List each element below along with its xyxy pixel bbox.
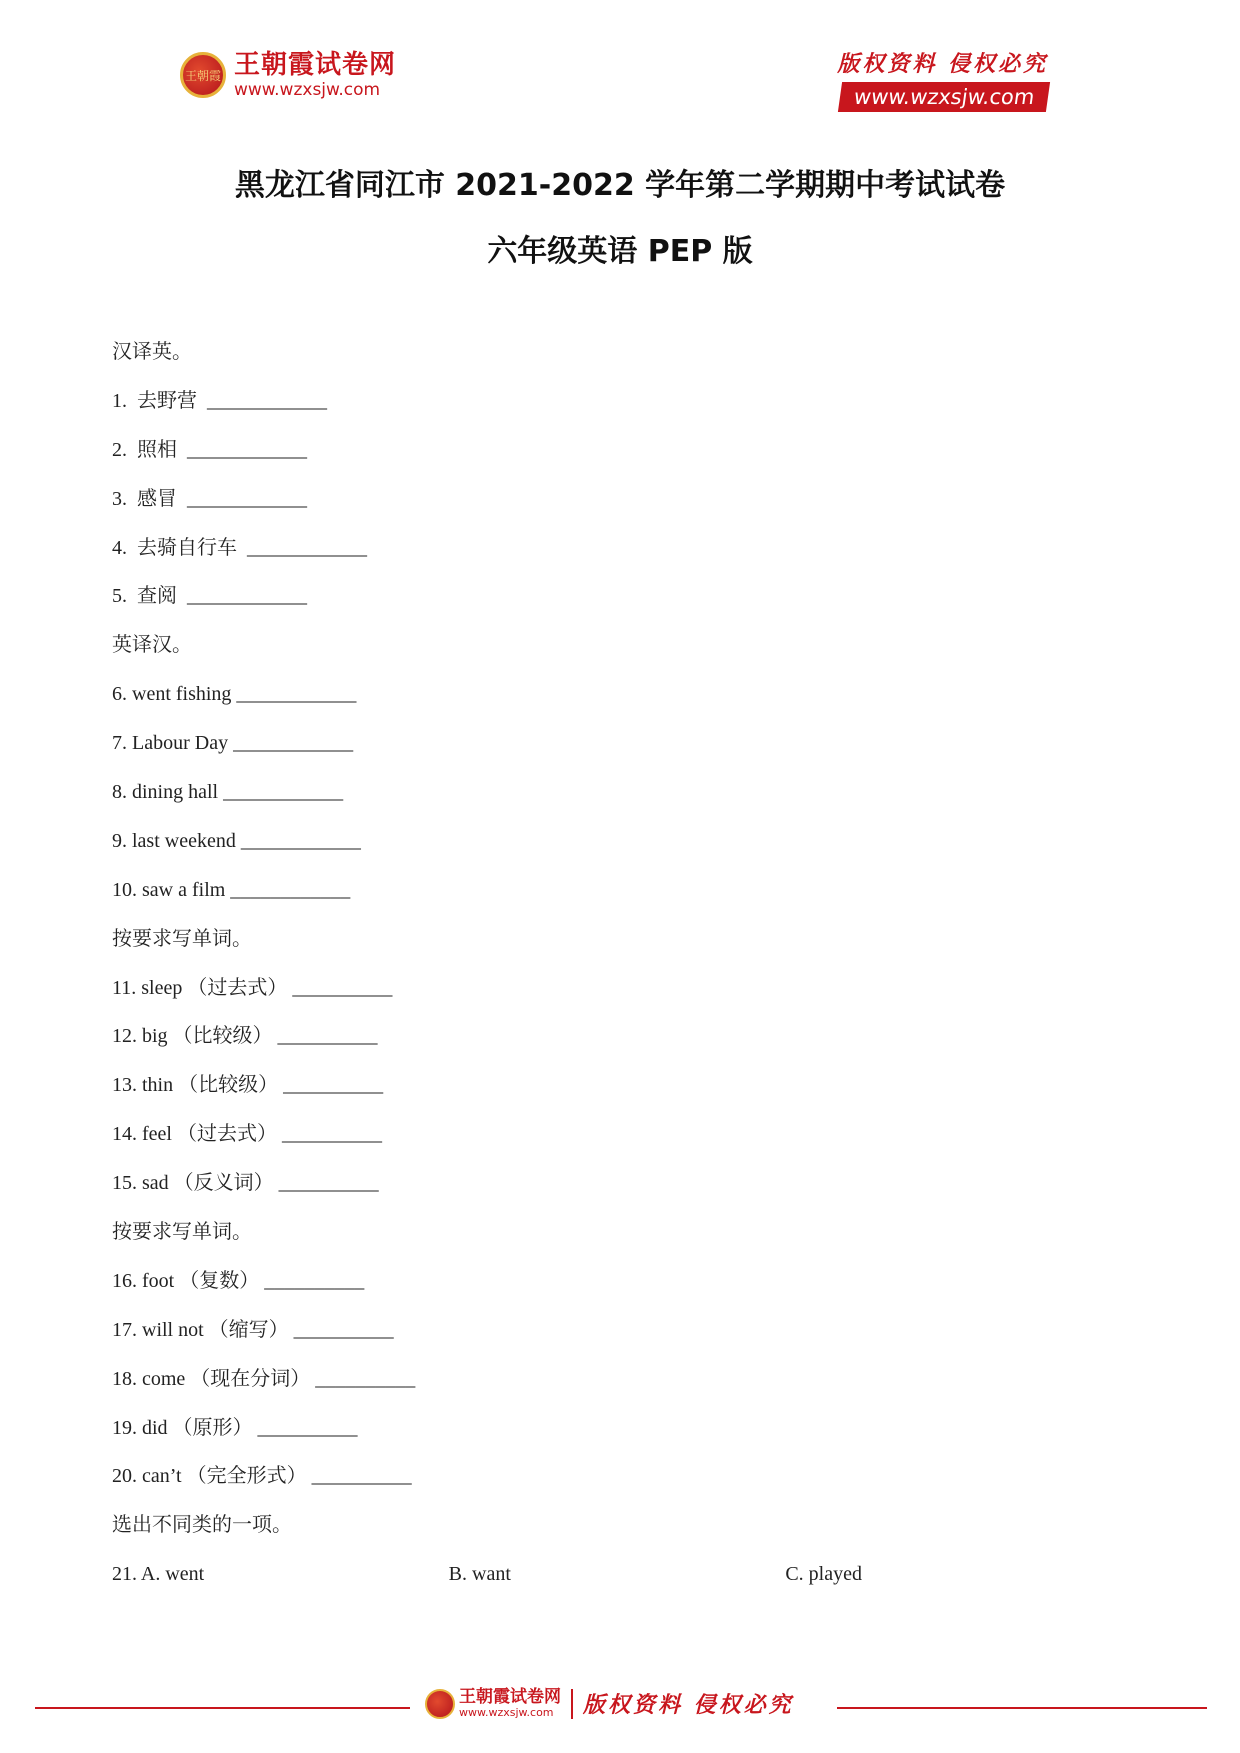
footer-logo-name: 王朝霞试卷网 bbox=[459, 1687, 561, 1707]
footer-logo-url[interactable]: www.wzxsjw.com bbox=[459, 1706, 554, 1719]
question-item: 11. sleep （过去式） __________ bbox=[112, 976, 393, 999]
question-item: 9. last weekend ____________ bbox=[112, 829, 361, 852]
footer-brand bbox=[425, 1688, 794, 1719]
footer-logo-text bbox=[459, 1688, 561, 1719]
question-item: 19. did （原形） __________ bbox=[112, 1416, 358, 1439]
footer-divider-left bbox=[35, 1707, 410, 1709]
section-heading: 英译汉。 bbox=[112, 634, 192, 657]
question-21-options bbox=[112, 1558, 1122, 1606]
footer-seal-icon bbox=[425, 1689, 455, 1719]
logo-url[interactable]: www.wzxsjw.com bbox=[234, 80, 381, 100]
copyright-stamp bbox=[837, 50, 1048, 112]
option-a: 21. A. went bbox=[112, 1563, 205, 1586]
logo-text bbox=[234, 50, 396, 100]
question-item: 16. foot （复数） __________ bbox=[112, 1269, 365, 1292]
question-item: 5. 查阅 ____________ bbox=[112, 585, 307, 608]
page-header bbox=[0, 50, 1240, 120]
exam-content bbox=[112, 336, 1122, 1606]
exam-title: 黑龙江省同江市 2021-2022 学年第二学期期中考试试卷 bbox=[234, 168, 1006, 203]
question-item: 7. Labour Day ____________ bbox=[112, 732, 354, 755]
site-logo[interactable] bbox=[180, 50, 396, 100]
copyright-slogan: 版权资料 侵权必究 bbox=[837, 51, 1048, 77]
section-heading: 按要求写单词。 bbox=[112, 1221, 252, 1244]
question-item: 8. dining hall ____________ bbox=[112, 781, 344, 804]
logo-seal-text: 王朝霞 bbox=[184, 68, 221, 83]
question-item: 3. 感冒 ____________ bbox=[112, 487, 307, 510]
logo-seal-icon bbox=[180, 52, 226, 98]
question-item: 17. will not （缩写） __________ bbox=[112, 1318, 394, 1341]
question-item: 20. can’t （完全形式） __________ bbox=[112, 1465, 412, 1488]
page-footer bbox=[0, 1688, 1240, 1728]
footer-divider-right bbox=[837, 1707, 1207, 1709]
copyright-url[interactable]: www.wzxsjw.com bbox=[837, 82, 1050, 112]
logo-name: 王朝霞试卷网 bbox=[234, 50, 397, 80]
question-item: 10. saw a film ____________ bbox=[112, 878, 351, 901]
question-item: 13. thin （比较级） __________ bbox=[112, 1074, 384, 1097]
question-item: 14. feel （过去式） __________ bbox=[112, 1123, 382, 1146]
section-heading: 汉译英。 bbox=[112, 341, 192, 363]
option-c: C. played bbox=[785, 1563, 862, 1586]
footer-slogan: 版权资料 侵权必究 bbox=[583, 1692, 794, 1718]
option-b: B. want bbox=[448, 1563, 511, 1586]
question-item: 6. went fishing ____________ bbox=[112, 683, 357, 706]
section-heading: 按要求写单词。 bbox=[112, 927, 252, 950]
section-heading: 选出不同类的一项。 bbox=[112, 1514, 292, 1537]
question-item: 4. 去骑自行车 ____________ bbox=[112, 536, 367, 559]
question-item: 18. come （现在分词） __________ bbox=[112, 1367, 416, 1390]
question-item: 15. sad （反义词） __________ bbox=[112, 1172, 379, 1195]
footer-separator bbox=[571, 1689, 573, 1719]
exam-subtitle: 六年级英语 PEP 版 bbox=[487, 234, 753, 269]
question-item: 2. 照相 ____________ bbox=[112, 438, 307, 461]
question-item: 1. 去野营 ____________ bbox=[112, 389, 327, 412]
question-item: 12. big （比较级） __________ bbox=[112, 1025, 378, 1048]
